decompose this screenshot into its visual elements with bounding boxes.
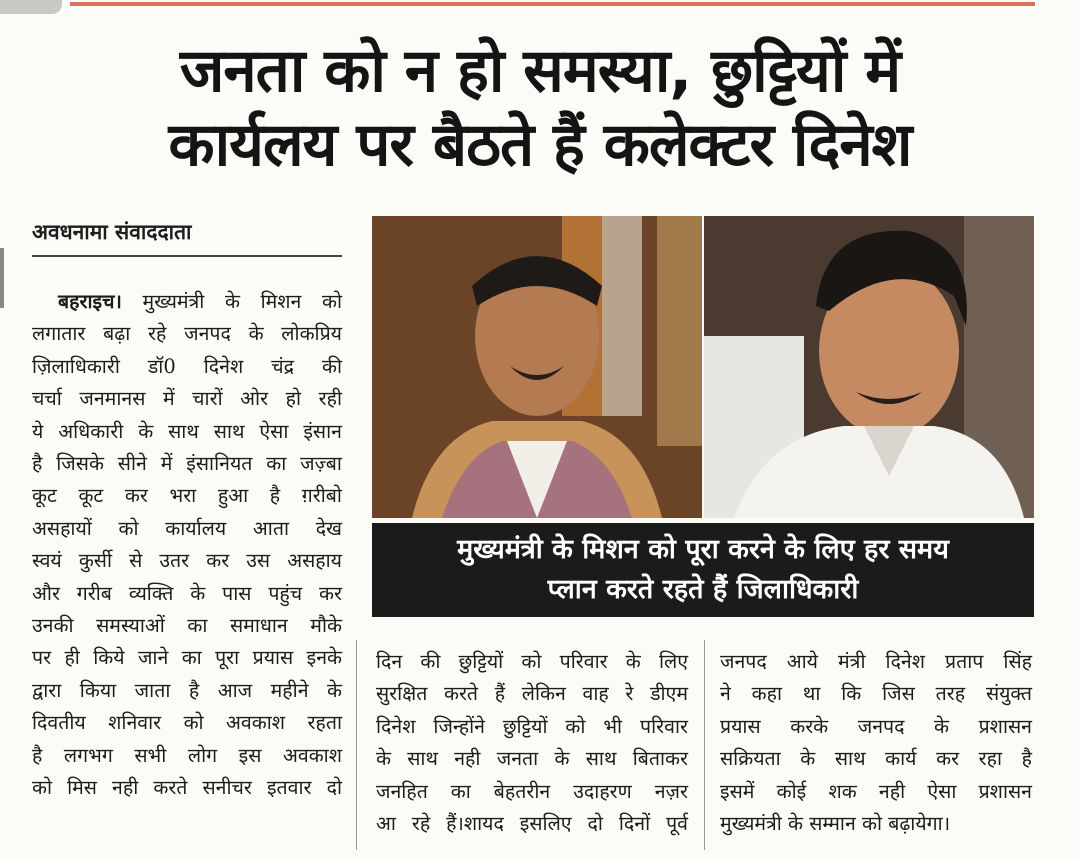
column-1-line-8: स्वयं कुर्सी से उतर कर उस असहाय (32, 549, 342, 573)
column-divider-1 (356, 640, 357, 850)
column-1-line-6: कूट कूट कर भरा हुआ है ग़रीबो (32, 484, 342, 508)
dateline: बहराइच। (58, 290, 122, 313)
column-1-line-15: को मिस नही करते सनीचर इतवार दो (32, 776, 342, 800)
photo-left-illustration (372, 216, 702, 518)
headline-line-1: जनता को न हो समस्या, छुट्टियों में (179, 36, 901, 106)
column-2-line-2: दिनेश जिन्होंने छुट्टियों को भी परिवार (376, 714, 688, 738)
article-column-2 (376, 646, 688, 840)
byline-rule (32, 255, 342, 257)
column-1-line-14: है लगभग सभी लोग इस अवकाश (32, 743, 342, 767)
column-1-line-3: चर्चा जनमानस में चारों ओर हो रही (32, 387, 342, 411)
column-3-line-2: प्रयास करके जनपद के प्रशासन (720, 714, 1032, 738)
column-3-line-1: ने कहा था कि जिस तरह संयुक्त (720, 682, 1032, 706)
article-column-1 (32, 286, 342, 805)
column-1-line-9: और गरीब व्यक्ति के पास पहुंच कर (32, 581, 342, 605)
column-3-line-4: इसमें कोई शक नही ऐसा प्रशासन (720, 779, 1032, 803)
column-2-line-1: सुरक्षित करते हैं लेकिन वाह रे डीएम (376, 682, 688, 706)
headline-line-2: कार्यलय पर बैठते हैं कलेक्टर दिनेश (168, 110, 912, 180)
column-1-line-11: पर ही किये जाने का पूरा प्रयास इनके (32, 646, 342, 670)
column-2-line-3: के साथ नही जनता के साथ बिताकर (376, 747, 688, 771)
caption-line-1: मुख्यमंत्री के मिशन को पूरा करने के लिए हर समय (457, 534, 949, 565)
column-3-line-3: सक्रियता के साथ कार्य कर रहा है (720, 747, 1032, 771)
byline: अवधनामा संवाददाता (32, 220, 192, 244)
column-1-line-4: ये अधिकारी के साथ साथ ऐसा इंसान (32, 419, 342, 443)
photo-collector-left (372, 216, 702, 518)
column-1-line-13: दिवतीय शनिवार को अवकाश रहता (32, 711, 342, 735)
column-3-line-0: जनपद आये मंत्री दिनेश प्रताप सिंह (720, 650, 1032, 673)
caption-line-2: प्लान करते रहते हैं जिलाधिकारी (547, 574, 859, 605)
column-1-line-12: द्वारा किया जाता है आज महीने के (32, 678, 342, 702)
photo-collector-right (704, 216, 1034, 518)
headline (20, 34, 1060, 182)
left-edge-mark (0, 248, 4, 308)
column-2-line-4: जनहित का बेहतरीन उदाहरण नज़र (376, 779, 688, 803)
photo-caption-box (372, 523, 1034, 617)
photo-right-illustration (704, 216, 1034, 518)
column-2-line-5: आ रहे हैं।शायद इसलिए दो दिनों पूर्व (376, 812, 688, 836)
column-1-line-7: असहायों को कार्यालय आता देख (32, 516, 342, 540)
column-1-line-1: लगातार बढ़ा रहे जनपद के लोकप्रिय (32, 322, 342, 346)
column-divider-2 (704, 640, 705, 850)
column-1-line-10: उनकी समस्याओं का समाधान मौके (32, 614, 342, 638)
column-2-line-0: दिन की छुट्टियों को परिवार के लिए (376, 650, 688, 673)
column-3-line-5: मुख्यमंत्री के सम्मान को बढ़ायेगा। (720, 812, 951, 836)
column-1-line-2: ज़िलाधिकारी डॉ0 दिनेश चंद्र की (32, 354, 342, 378)
top-accent-rule (70, 2, 1035, 6)
column-1-line-5: है जिसके सीने में इंसानियत का जज़्बा (32, 452, 342, 476)
article-column-3 (720, 646, 1032, 840)
column-1-line-0: बहराइच। मुख्यमंत्री के मिशन को (58, 290, 342, 313)
page-corner-mark (0, 0, 62, 14)
